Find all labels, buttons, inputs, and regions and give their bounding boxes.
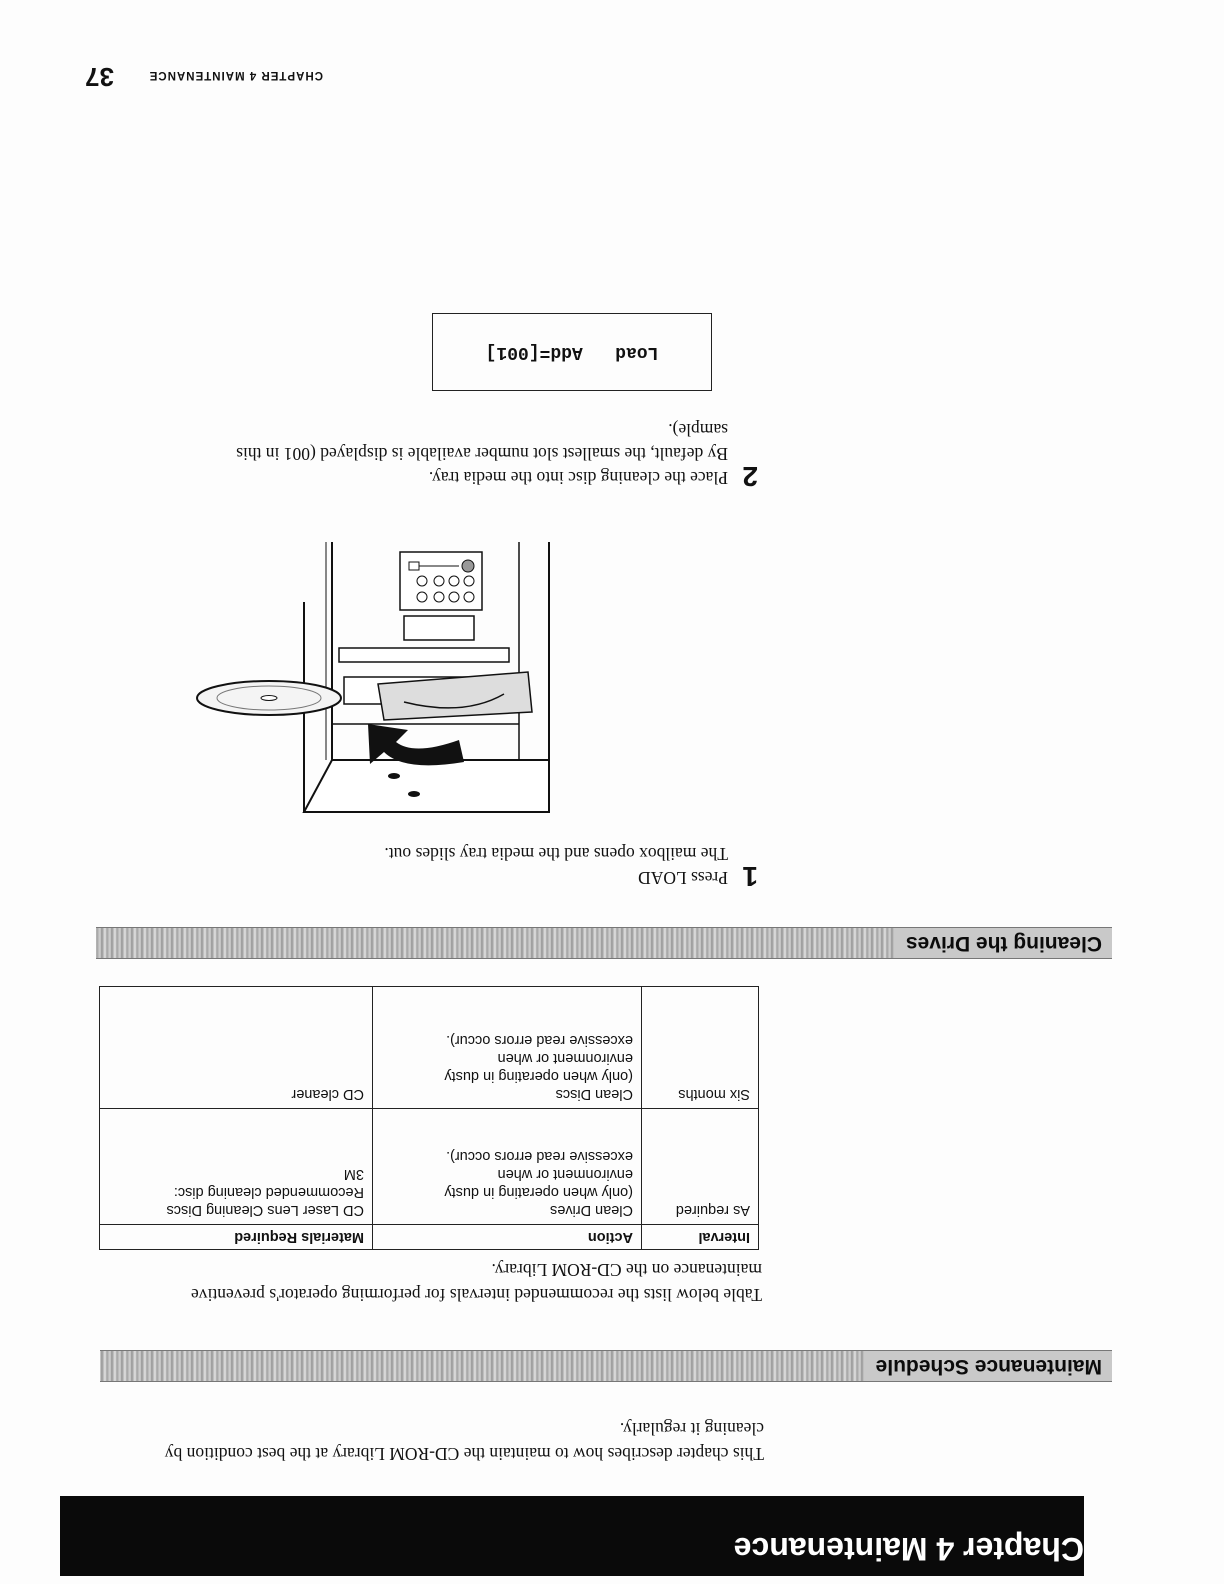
table-cell-action [373,987,642,1109]
footer-chapter-label: CHAPTER 4 MAINTENANCE [148,69,323,81]
cell-line: environment or when [497,1166,633,1182]
cell-line: Clean Discs [555,1086,633,1102]
cell-line: environment or when [497,1050,633,1066]
cell-line: CD Laser Lens Cleaning Discs [166,1202,364,1218]
table-row [100,1109,759,1225]
step-number: 1 [742,861,758,892]
section-title-box-schedule [864,1351,1112,1381]
maintenance-table [99,986,759,1250]
cell-line: Clean Drives [550,1202,633,1218]
step-line: Place the cleaning disc into the media tray. [428,468,728,488]
step-line: The mailbox opens and the media tray slides out. [384,844,728,864]
table-cell-materials [100,1109,373,1225]
cell-line: Recommended cleaning disc: [173,1184,364,1200]
lcd-display: Load Add=[001] [432,313,712,391]
step-text [236,418,728,490]
table-cell-action [373,1109,642,1225]
cell-line: excessive read errors occur). [446,1148,633,1164]
cell-line: (only when operating in dusty [444,1184,633,1200]
step-text [384,842,728,890]
section-title-schedule: Maintenance Schedule [875,1355,1102,1378]
cell-line: excessive read errors occur). [446,1032,633,1048]
table-cell-interval: Six months [642,987,759,1109]
table-row [100,987,759,1109]
page-number: 37 [85,62,114,92]
table-header-cell: Materials Required [100,1225,373,1250]
step-line: By default, the smallest slot number available is displayed (001 in this [236,444,728,464]
intro-paragraph: This chapter describes how to maintain the CD-ROM Library at the best condition by cleaning it regularly. [164,1419,764,1464]
cell-line: CD cleaner [291,1086,364,1102]
schedule-description: Table below lists the recommended intervals for performing operator's preventive maintenance on the CD-ROM Library. [191,1260,762,1305]
section-title-drives: Cleaning the Drives [905,932,1102,955]
table-cell-materials [100,987,373,1109]
table-header-cell: Action [373,1225,642,1250]
table-header-cell: Interval [642,1225,759,1250]
step-number: 2 [742,461,758,492]
chapter-title: Chapter 4 Maintenance [733,1531,1084,1567]
cell-line: 3M [343,1166,364,1182]
step-line: sample). [668,420,728,440]
table-cell-interval: As required [642,1109,759,1225]
section-title-box-drives [894,928,1112,958]
library-mailbox-illustration [184,532,764,822]
table-header-row [100,1225,759,1250]
step-line: Press LOAD [638,868,728,888]
cell-line: (only when operating in dusty [444,1068,633,1084]
